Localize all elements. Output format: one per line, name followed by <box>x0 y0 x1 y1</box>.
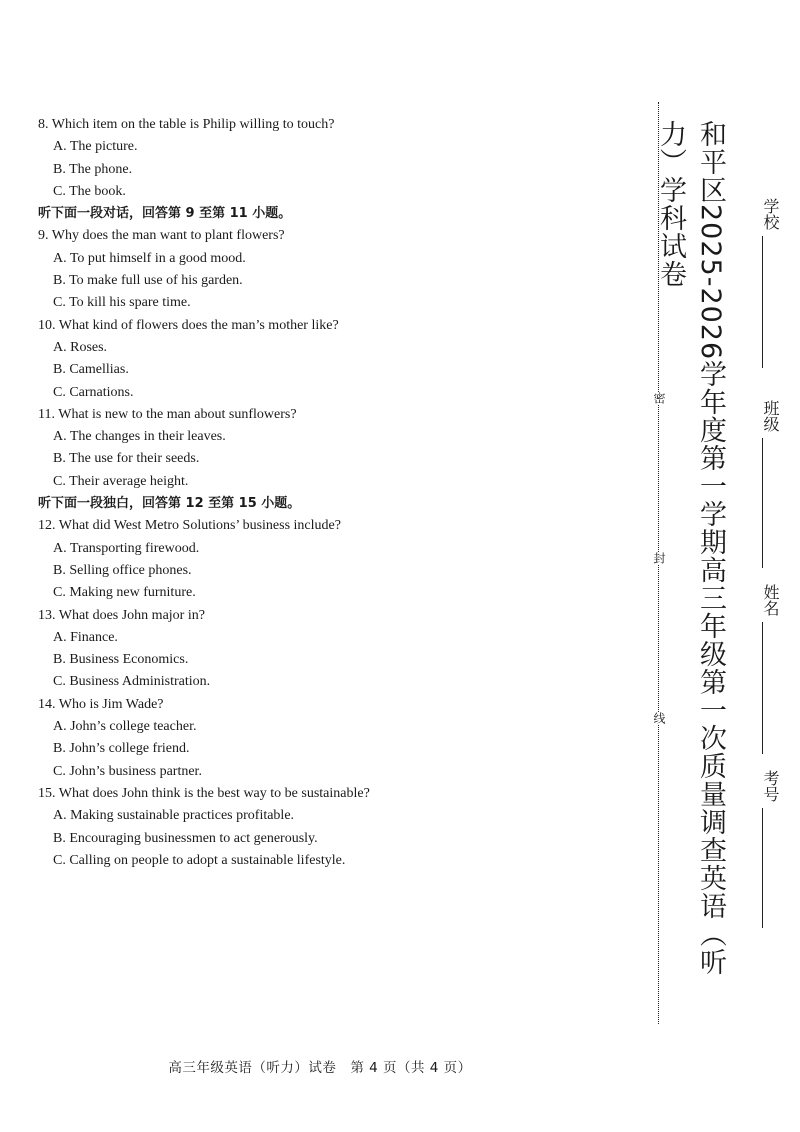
section-instruction: 听下面一段独白，回答第 12 至第 15 小题。 <box>38 496 301 512</box>
answer-option[interactable]: C. Carnations. <box>53 384 134 400</box>
answer-option[interactable]: B. The phone. <box>53 161 133 177</box>
field-class-label: 班级 <box>761 400 780 432</box>
section-instruction: 听下面一段对话，回答第 9 至第 11 小题。 <box>38 206 292 222</box>
field-school-label: 学校 <box>761 198 780 230</box>
answer-option[interactable]: C. Making new furniture. <box>53 585 196 601</box>
question-stem: 13. What does John major in? <box>38 607 205 623</box>
answer-option[interactable]: A. Making sustainable practices profitable. <box>53 808 295 824</box>
question-stem: 9. Why does the man want to plant flowers? <box>38 228 285 244</box>
seal-label-feng: 封 <box>652 552 666 564</box>
question-area <box>38 114 638 872</box>
exam-title-vertical: 和平区2025-2026学年度第一学期高三年级第一次质量调查英语（听力）学科试卷 <box>655 120 726 977</box>
field-exam-number-line[interactable] <box>762 808 763 928</box>
question-stem: 8. Which item on the table is Philip willing to touch? <box>38 117 335 132</box>
answer-option[interactable]: C. To kill his spare time. <box>53 295 191 311</box>
field-class-line[interactable] <box>762 438 763 568</box>
question-stem: 15. What does John think is the best way to be sustainable? <box>38 785 370 801</box>
answer-option[interactable]: A. Roses. <box>53 339 108 355</box>
field-name-line[interactable] <box>762 622 763 754</box>
field-name <box>748 584 782 616</box>
question-stem: 10. What kind of flowers does the man’s mother like? <box>38 317 339 333</box>
question-stem: 11. What is new to the man about sunflowers? <box>38 406 297 422</box>
page-footer: 高三年级英语（听力）试卷 第 4 页（共 4 页） <box>168 1060 472 1076</box>
answer-option[interactable]: B. Encouraging businessmen to act generously. <box>53 830 318 846</box>
answer-option[interactable]: C. Business Administration. <box>53 674 211 690</box>
seal-label-mi: 密 <box>652 392 666 404</box>
answer-option[interactable]: A. Finance. <box>53 629 118 645</box>
answer-option[interactable]: A. The changes in their leaves. <box>53 429 226 445</box>
answer-option[interactable]: B. John’s college friend. <box>53 741 190 757</box>
answer-option[interactable]: A. To put himself in a good mood. <box>53 250 246 266</box>
answer-option[interactable]: B. Camellias. <box>53 362 129 378</box>
answer-option[interactable]: A. Transporting firewood. <box>53 540 200 556</box>
answer-option[interactable]: C. Calling on people to adopt a sustainable lifestyle. <box>53 852 346 868</box>
answer-option[interactable]: C. The book. <box>53 183 126 199</box>
answer-option[interactable]: A. The picture. <box>53 139 138 155</box>
seal-label-xian: 线 <box>652 712 666 724</box>
answer-option[interactable]: B. Selling office phones. <box>53 562 192 578</box>
answer-option[interactable]: C. Their average height. <box>53 473 189 489</box>
answer-option[interactable]: A. John’s college teacher. <box>53 719 197 735</box>
field-name-label: 姓名 <box>761 584 780 616</box>
answer-option[interactable]: B. To make full use of his garden. <box>53 273 243 289</box>
answer-option[interactable]: C. John’s business partner. <box>53 763 202 779</box>
field-exam-number-label: 考号 <box>761 770 780 802</box>
field-class <box>748 400 782 432</box>
answer-option[interactable]: B. Business Economics. <box>53 652 189 668</box>
field-exam-number <box>748 770 782 802</box>
field-school <box>748 198 782 230</box>
question-stem: 14. Who is Jim Wade? <box>38 696 164 712</box>
question-stem: 12. What did West Metro Solutions’ business include? <box>38 518 341 534</box>
answer-option[interactable]: B. The use for their seeds. <box>53 451 200 467</box>
field-school-line[interactable] <box>762 236 763 368</box>
